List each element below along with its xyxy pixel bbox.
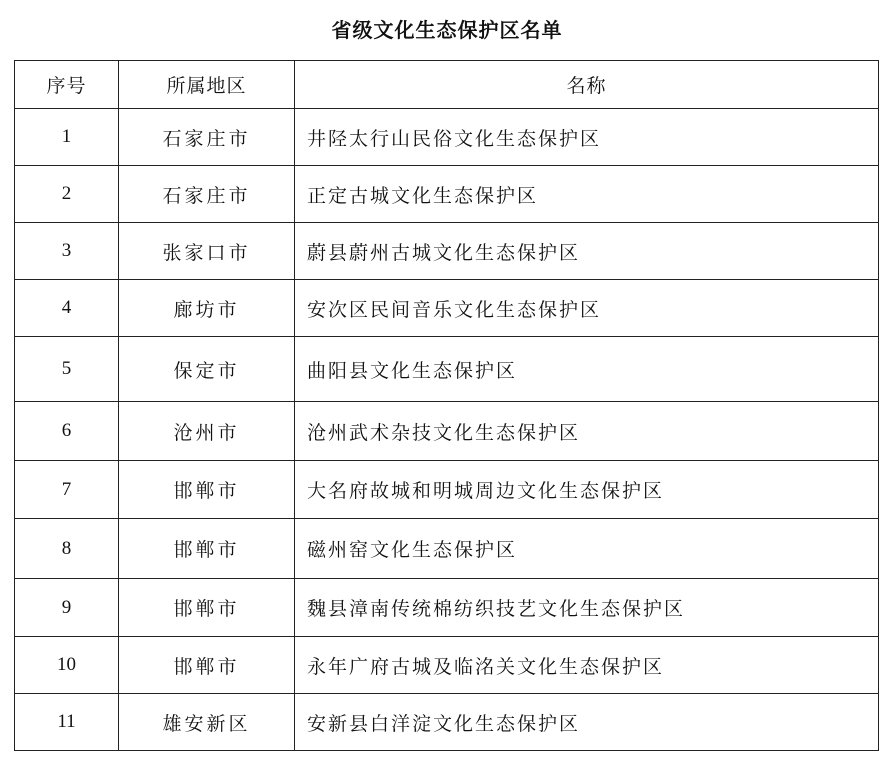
table-row [15, 579, 879, 637]
table-row [15, 337, 879, 402]
table-row [15, 166, 879, 223]
header-name: 名称 [295, 61, 879, 109]
heritage-zone-table [14, 60, 879, 751]
row-region: 邯郸市 [119, 519, 295, 579]
table-row [15, 402, 879, 461]
row-region: 邯郸市 [119, 461, 295, 519]
row-serial-number: 1 [15, 109, 119, 166]
row-zone-name: 大名府故城和明城周边文化生态保护区 [295, 461, 879, 519]
row-zone-name: 永年广府古城及临洺关文化生态保护区 [295, 637, 879, 694]
row-region: 邯郸市 [119, 579, 295, 637]
table-row [15, 280, 879, 337]
row-region: 保定市 [119, 337, 295, 402]
row-region: 石家庄市 [119, 166, 295, 223]
row-serial-number: 8 [15, 519, 119, 579]
document-title: 省级文化生态保护区名单 [331, 18, 563, 42]
row-region: 石家庄市 [119, 109, 295, 166]
row-serial-number: 3 [15, 223, 119, 280]
table-row [15, 519, 879, 579]
row-zone-name: 曲阳县文化生态保护区 [295, 337, 879, 402]
row-region: 雄安新区 [119, 694, 295, 751]
table-row [15, 223, 879, 280]
header-region: 所属地区 [119, 61, 295, 109]
row-zone-name: 安次区民间音乐文化生态保护区 [295, 280, 879, 337]
row-zone-name: 井陉太行山民俗文化生态保护区 [295, 109, 879, 166]
row-serial-number: 5 [15, 337, 119, 402]
row-region: 张家口市 [119, 223, 295, 280]
row-serial-number: 11 [15, 694, 119, 751]
row-serial-number: 10 [15, 637, 119, 694]
row-region: 沧州市 [119, 402, 295, 461]
row-serial-number: 4 [15, 280, 119, 337]
row-serial-number: 6 [15, 402, 119, 461]
row-zone-name: 正定古城文化生态保护区 [295, 166, 879, 223]
row-zone-name: 魏县漳南传统棉纺织技艺文化生态保护区 [295, 579, 879, 637]
row-serial-number: 2 [15, 166, 119, 223]
table-row [15, 637, 879, 694]
table-row [15, 694, 879, 751]
table-row [15, 109, 879, 166]
row-zone-name: 磁州窑文化生态保护区 [295, 519, 879, 579]
row-zone-name: 沧州武术杂技文化生态保护区 [295, 402, 879, 461]
row-region: 廊坊市 [119, 280, 295, 337]
header-serial-number: 序号 [15, 61, 119, 109]
row-region: 邯郸市 [119, 637, 295, 694]
row-zone-name: 蔚县蔚州古城文化生态保护区 [295, 223, 879, 280]
table-row [15, 461, 879, 519]
row-serial-number: 9 [15, 579, 119, 637]
table-header-row [15, 61, 879, 109]
row-serial-number: 7 [15, 461, 119, 519]
row-zone-name: 安新县白洋淀文化生态保护区 [295, 694, 879, 751]
